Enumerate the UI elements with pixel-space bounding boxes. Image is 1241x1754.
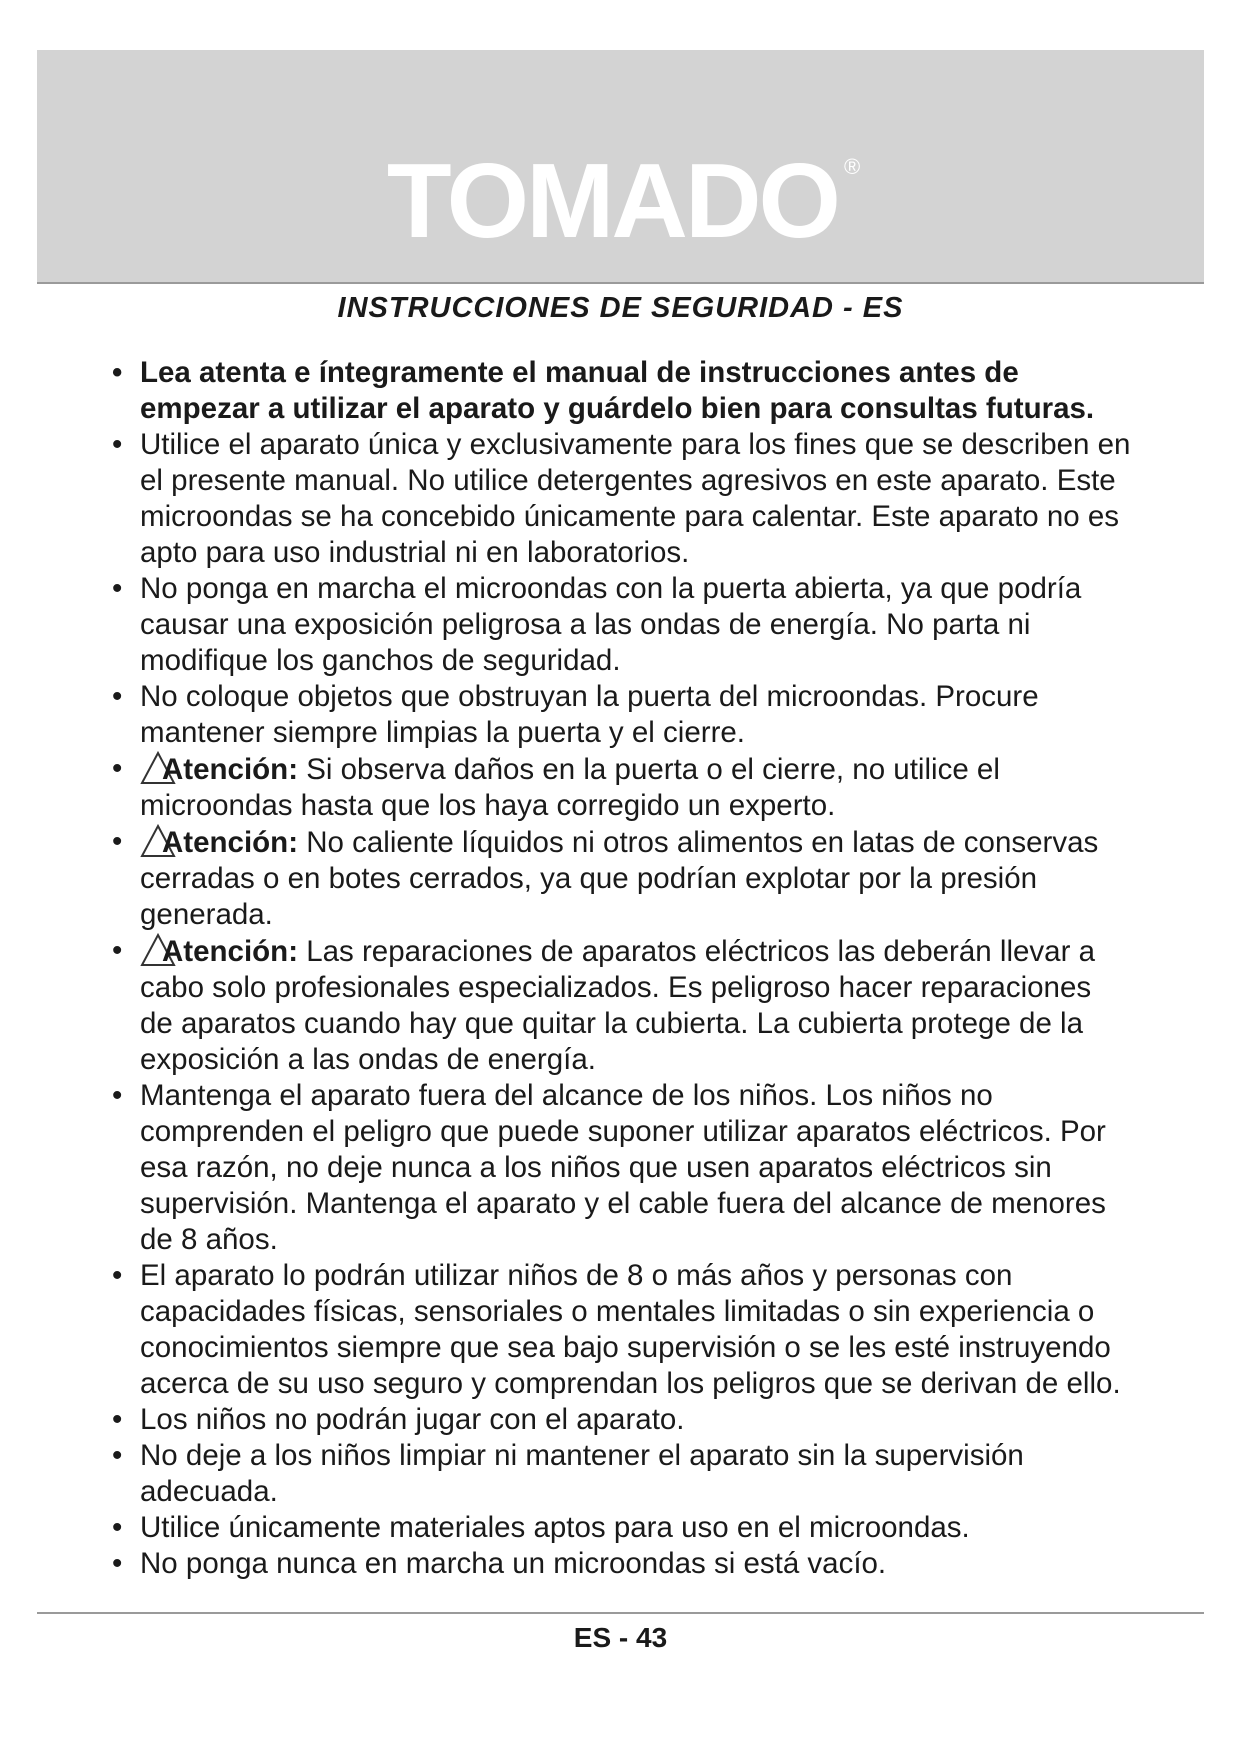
page-title: INSTRUCCIONES DE SEGURIDAD - ES — [337, 292, 904, 324]
footer-divider — [37, 1612, 1204, 1614]
list-item: • No ponga nunca en marcha un microondas si está vacío. — [112, 1546, 1132, 1582]
list-item: • No deje a los niños limpiar ni mantener el aparato sin la supervisión adecuada. — [112, 1438, 1132, 1510]
list-item: • Utilice únicamente materiales aptos para uso en el microondas. — [112, 1510, 1132, 1546]
list-item: • Mantenga el aparato fuera del alcance de los niños. Los niños no comprenden el peligro que puede suponer utilizar aparatos eléctricos. Por esa razón, no deje nunca a los niños que usen aparatos eléctricos sin supervisión. Mantenga el aparato y el cable fuera del alcance de menores de 8 años. — [112, 1078, 1132, 1258]
list-item: • Utilice el aparato única y exclusivamente para los fines que se describen en el presente manual. No utilice detergentes agresivos en este aparato. Este microondas se ha concebido únicamente para calentar. Este aparato no es apto para uso industrial ni en laboratorios. — [112, 427, 1132, 571]
attention-label: Atención: — [162, 826, 299, 859]
list-item: • Atención: No caliente líquidos ni otros alimentos en latas de conservas cerradas o en botes cerrados, ya que podrían explotar por la presión generada. — [112, 824, 1132, 933]
list-item: • Los niños no podrán jugar con el aparato. — [112, 1402, 1132, 1438]
list-item: • El aparato lo podrán utilizar niños de 8 o más años y personas con capacidades físicas, sensoriales o mentales limitadas o sin experiencia o conocimientos siempre que sea bajo supervisión o se les esté instruyendo acerca de su uso seguro y comprendan los peligros que se derivan de ello. — [112, 1258, 1132, 1402]
attention-label: Atención: — [162, 935, 299, 968]
safety-instructions-list — [112, 355, 1132, 1582]
list-item: • Lea atenta e íntegramente el manual de instrucciones antes de empezar a utilizar el aparato y guárdelo bien para consultas futuras. — [112, 355, 1132, 427]
attention-label: Atención: — [162, 753, 299, 786]
list-item: • No ponga en marcha el microondas con la puerta abierta, ya que podría causar una exposición peligrosa a las ondas de energía. No parta ni modifique los ganchos de seguridad. — [112, 571, 1132, 679]
list-item: • Atención: Las reparaciones de aparatos eléctricos las deberán llevar a cabo solo profesionales especializados. Es peligroso hacer reparaciones de aparatos cuando hay que quitar la cubierta. La cubierta protege de la exposición a las ondas de energía. — [112, 933, 1132, 1078]
brand-logo: TOMADO ® — [386, 142, 861, 260]
header-banner — [37, 50, 1204, 284]
list-item: • Atención: Si observa daños en la puerta o el cierre, no utilice el microondas hasta que los haya corregido un experto. — [112, 751, 1132, 824]
list-item: • No coloque objetos que obstruyan la puerta del microondas. Procure mantener siempre limpias la puerta y el cierre. — [112, 679, 1132, 751]
page-number: ES - 43 — [573, 1622, 668, 1653]
registered-mark: ® — [843, 154, 861, 179]
